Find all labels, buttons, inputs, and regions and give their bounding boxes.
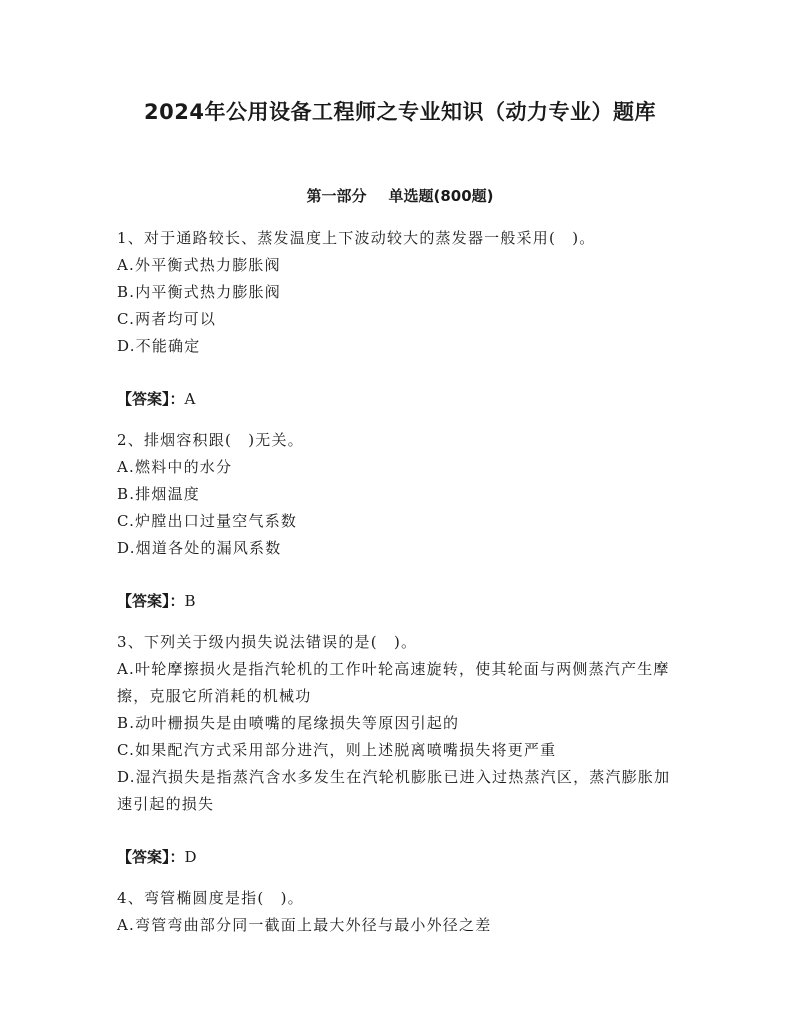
option-d: D.不能确定 (117, 337, 201, 355)
option-d: D.烟道各处的漏风系数 (117, 539, 282, 557)
option-c: C.如果配汽方式采用部分进汽，则上述脱离喷嘴损失将更严重 (117, 741, 557, 759)
question-4 (117, 885, 677, 939)
answer-value: D (184, 848, 197, 866)
section-name: 单选题(800题) (388, 187, 494, 205)
option-c: C.两者均可以 (117, 310, 217, 328)
section-heading (0, 185, 800, 206)
answer-label: 【答案】： (117, 390, 185, 408)
section-part: 第一部分 (306, 187, 367, 205)
option-a: A.叶轮摩擦损火是指汽轮机的工作叶轮高速旋转，使其轮面与两侧蒸汽产生摩擦，克服它所消耗的机械功 (117, 660, 670, 705)
answer-line (117, 588, 677, 615)
question-stem: 4、弯管椭圆度是指( )。 (117, 889, 304, 907)
answer-label: 【答案】： (117, 592, 185, 610)
option-a: A.燃料中的水分 (117, 458, 233, 476)
question-3 (117, 629, 677, 871)
answer-line (117, 844, 677, 871)
question-list (117, 225, 677, 939)
option-b: B.动叶栅损失是由喷嘴的尾缘损失等原因引起的 (117, 714, 460, 732)
option-a: A.外平衡式热力膨胀阀 (117, 256, 281, 274)
answer-value: A (184, 390, 196, 408)
answer-line (117, 386, 677, 413)
question-stem: 2、排烟容积跟( )无关。 (117, 431, 304, 449)
option-a: A.弯管弯曲部分同一截面上最大外径与最小外径之差 (117, 916, 492, 934)
answer-value: B (184, 592, 196, 610)
option-b: B.排烟温度 (117, 485, 200, 503)
answer-label: 【答案】： (117, 848, 185, 866)
option-c: C.炉膛出口过量空气系数 (117, 512, 298, 530)
question-1 (117, 225, 677, 413)
option-d: D.湿汽损失是指蒸汽含水多发生在汽轮机膨胀已进入过热蒸汽区，蒸汽膨胀加速引起的损失 (117, 768, 671, 813)
question-stem: 1、对于通路较长、蒸发温度上下波动较大的蒸发器一般采用( )。 (117, 229, 596, 247)
option-b: B.内平衡式热力膨胀阀 (117, 283, 281, 301)
question-2 (117, 427, 677, 615)
document-title: 2024年公用设备工程师之专业知识（动力专业）题库 (144, 100, 656, 124)
question-stem: 3、下列关于级内损失说法错误的是( )。 (117, 633, 418, 651)
